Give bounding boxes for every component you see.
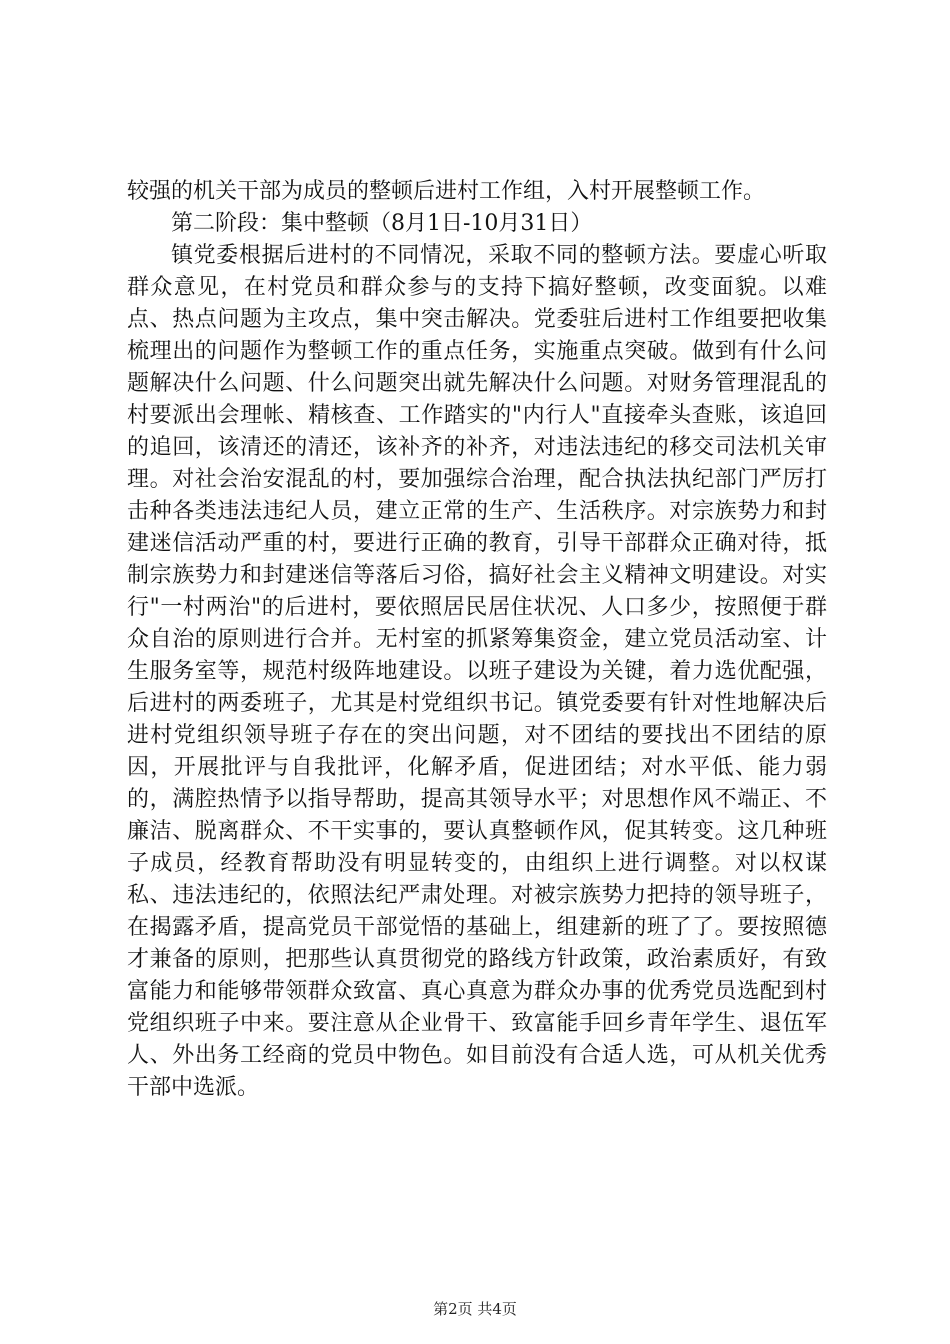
page-footer: 第2页 共4页 [433, 1300, 517, 1318]
document-body [127, 176, 827, 1104]
paragraph-continuation: 较强的机关干部为成员的整顿后进村工作组，入村开展整顿工作。 [127, 179, 766, 204]
section-heading: 第二阶段：集中整顿（8月1日-10月31日） [171, 211, 593, 236]
paragraph-body: 镇党委根据后进村的不同情况，采取不同的整顿方法。要虚心听取群众意见，在村党员和群众参与的支持下搞好整顿，改变面貌。以难点、热点问题为主攻点，集中突击解决。党委驻后进村工作组要把收集梳理出的问题作为整顿工作的重点任务，实施重点突破。做到有什么问题解决什么问题、什么问题突出就先解决什么问题。对财务管理混乱的村要派出会理帐、精核查、工作踏实的"内行人"直接牵头查账，该追回的追回，该清还的清还，该补齐的补齐，对违法违纪的移交司法机关审理。对社会治安混乱的村，要加强综合治理，配合执法执纪部门严厉打击种各类违法违纪人员，建立正常的生产、生活秩序。对宗族势力和封建迷信活动严重的村，要进行正确的教育，引导干部群众正确对待，抵制宗族势力和封建迷信等落后习俗，搞好社会主义精神文明建设。对实行"一村两治"的后进村，要依照居民居住状况、人口多少，按照便于群众自治的原则进行合并。无村室的抓紧筹集资金，建立党员活动室、计生服务室等，规范村级阵地建设。以班子建设为关键，着力选优配强，后进村的两委班子，尤其是村党组织书记。镇党委要有针对性地解决后进村党组织领导班子存在的突出问题，对不团结的要找出不团结的原因，开展批评与自我批评，化解矛盾，促进团结；对水平低、能力弱的，满腔热情予以指导帮助，提高其领导水平；对思想作风不端正、不廉洁、脱离群众、不干实事的，要认真整顿作风，促其转变。这几种班子成员，经教育帮助没有明显转变的，由组织上进行调整。对以权谋私、违法违纪的，依照法纪严肃处理。对被宗族势力把持的领导班子，在揭露矛盾，提高党员干部觉悟的基础上，组建新的班了了。要按照德才兼备的原则，把那些认真贯彻党的路线方针政策，政治素质好，有致富能力和能够带领群众致富、真心真意为群众办事的优秀党员选配到村党组织班子中来。要注意从企业骨干、致富能手回乡青年学生、退伍军人、外出务工经商的党员中物色。如目前没有合适人选，可从机关优秀干部中选派。 [127, 243, 827, 1100]
